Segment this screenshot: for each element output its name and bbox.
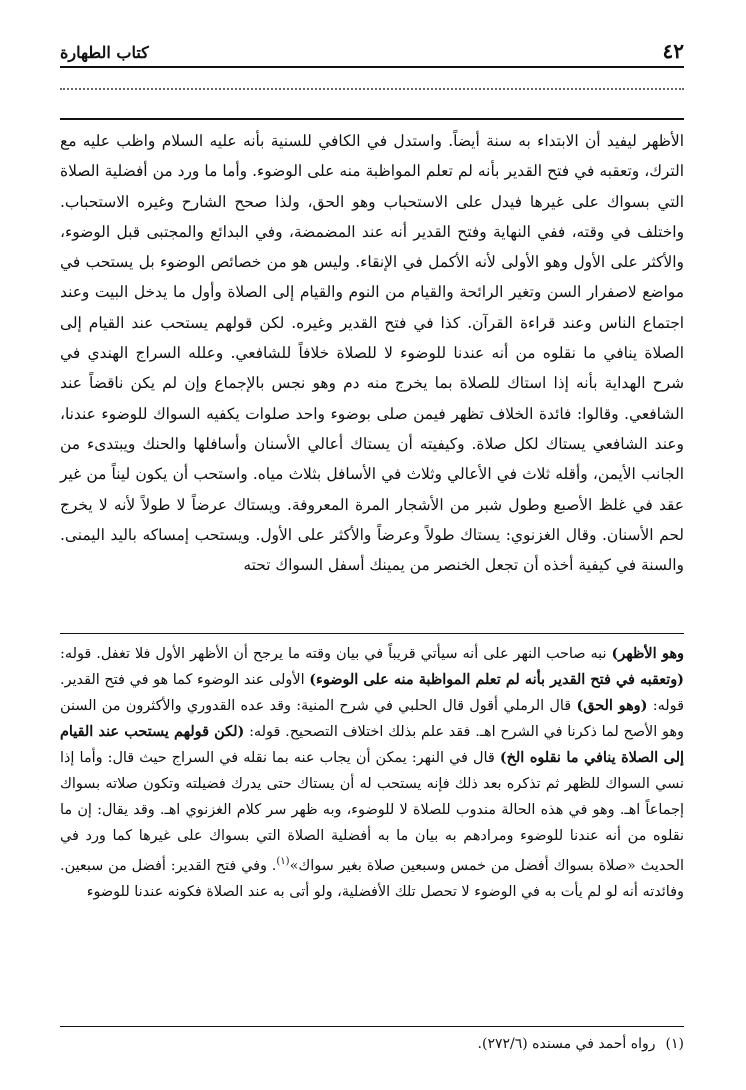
main-paragraph: الأظهر ليفيد أن الابتداء به سنة أيضاً. واستدل في الكافي للسنية بأنه عليه السلام واظب عليه مع الترك، وتعقبه في فتح القدير بأنه لم تعلم المواظبة منه على الوضوء. وأما ما ورد من أفضلية الصلاة التي بسواك على غيرها فيدل على الاستحباب وهو الحق، ولذا صحح الشارح وغيره الاستحباب. واختلف في وقته، ففي النهاية وفتح القدير أنه عند المضمضة، وفي البدائع والمجتبى قبل الوضوء، والأكثر على الأول وهو الأولى لأنه الأكمل في الإنقاء. وليس هو من خصائص الوضوء بل يستحب في مواضع لاصفرار السن وتغير الرائحة والقيام من النوم والقيام إلى الصلاة وأول ما يدخل البيت وعند اجتماع الناس وعند قراءة القرآن. كذا في فتح القدير وغيره. لكن قولهم يستحب عند القيام إلى الصلاة ينافي ما نقلوه من أنه عندنا للوضوء لا للصلاة خلافاً للشافعي. وعلله السراج الهندي في شرح الهداية بأنه إذا استاك للصلاة بما يخرج منه دم وهو نجس بالإجماع وإن لم يكن ناقضاً عند الشافعي. وقالوا: فائدة الخلاف تظهر فيمن صلى بوضوء واحد صلوات يكفيه السواك للوضوء عندنا، وعند الشافعي يستاك لكل صلاة. وكيفيته أن يستاك أعالي الأسنان وأسافلها والحنك ويبتدىء من الجانب الأيمن، وأقله ثلاث في الأعالي وثلاث في الأسافل بثلاث مياه. واستحب أن يكون ليناً من غير عقد في غلظ الأصبع وطول شبر من الأشجار المرة المعروفة. ويستاك عرضاً لا طولاً لأنه لا يخرج لحم الأسنان. وقال الغزنوي: يستاك طولاً وعرضاً والأكثر على الأول. ويستحب إمساكه باليد اليمنى. والسنة في كيفية أخذه أن تجعل الخنصر من يمينك أسفل السواك تحته — [60, 132, 684, 575]
commentary-paragraph — [60, 641, 684, 905]
commentary-text-5: . وفي فتح القدير: أفضل من سبعين. وفائدته أنه لو لم يأت به في الوضوء لا تحصل تلك الأفضلية، ولو أتى به عند الصلاة فكونه عندنا للوضوء — [60, 857, 684, 900]
commentary-text-3: قال الرملي أقول قال الحلبي في شرح المنية: وقد عده القدوري والأكثرون من السنن وهو الأصح لما ذكرنا في الشرح اهـ. فقد علم بذلك اختلاف التصحيح. قوله: — [60, 698, 684, 740]
commentary-heading-4: (لكن قولهم يستحب عند القيام إلى الصلاة ينافي ما نقلوه الخ) — [60, 723, 684, 766]
commentary — [60, 641, 684, 905]
main-text-top-rule — [60, 118, 684, 120]
dotted-separator — [60, 88, 684, 90]
footnote-text: رواه أحمد في مسنده (٢٧٢/٦). — [477, 1036, 656, 1052]
commentary-heading-1: وهو الأظهر) — [611, 645, 684, 662]
footnote-separator — [60, 1026, 684, 1027]
page-header — [60, 36, 684, 68]
commentary-text-2: الأولى عند الوضوء كما هو في فتح القدير. قوله: — [60, 672, 684, 714]
footnote — [60, 1032, 684, 1056]
book-title: كتاب الطهارة — [60, 43, 149, 62]
commentary-separator — [60, 633, 684, 634]
main-text — [60, 126, 684, 580]
commentary-text-4: قال في النهر: يمكن أن يجاب عنه بما نقله في السراج حيث قال: وأما إذا نسي السواك للظهر ثم تذكره بعد ذلك فإنه يستحب له أن يستاك حتى يدرك فضيلته وتكون صلاته بسواك إجماعاً اهـ. وهو في هذه الحالة مندوب للصلاة لا للوضوء، وبه ظهر سر كلام الغزنوي اهـ. وقد يقال: إن ما نقلوه من أنه عندنا للوضوء ومرادهم به بيان ما به أفضلية الصلاة التي بسواك على غيرها كما ورد في الحديث «صلاة بسواك أفضل من خمس وسبعين صلاة بغير سواك» — [60, 750, 684, 874]
commentary-heading-2: (وتعقبه في فتح القدير بأنه لم تعلم المواظبة منه على الوضوء) — [309, 671, 684, 688]
commentary-heading-3: (وهو الحق) — [576, 697, 648, 714]
page-number: ٤٢ — [662, 39, 684, 63]
footnote-reference: (١) — [276, 856, 290, 867]
commentary-text-1: نبه صاحب النهر على أنه سيأتي قريباً في بيان وقته ما يرجح أن الأظهر الأول فلا تغفل. قوله: — [60, 646, 612, 662]
footnote-number: (١) — [665, 1036, 684, 1052]
